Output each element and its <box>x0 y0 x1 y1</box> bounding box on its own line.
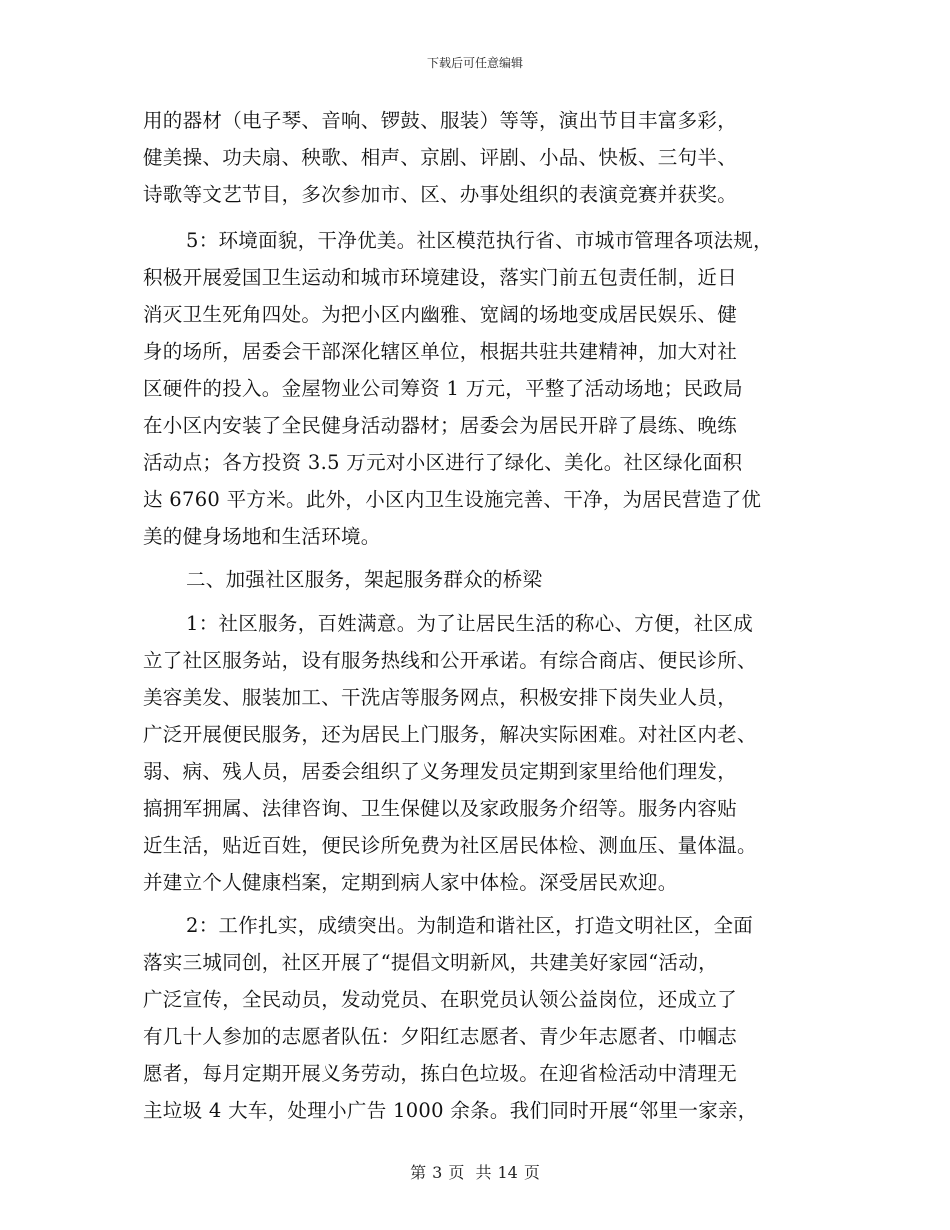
current-page-number: 3 <box>432 1163 443 1182</box>
text-line: 身的场所，居委会干部深化辖区单位，根据共驻共建精神，加大对社 <box>143 340 738 363</box>
page-footer <box>0 1160 950 1183</box>
footer-middle: 页 共 <box>448 1163 492 1182</box>
text-line: 美容美发、服装加工、干洗店等服务网点，积极安排下岗失业人员， <box>143 686 738 709</box>
section-heading: 二、加强社区服务，架起服务群众的桥梁 <box>186 568 543 591</box>
text-line: 在小区内安装了全民健身活动器材；居委会为居民开辟了晨练、晚练 <box>143 414 738 437</box>
text-line: 近生活，贴近百姓，便民诊所免费为社区居民体检、测血压、量体温。 <box>143 834 757 857</box>
text-line: 广泛宣传，全民动员，发动党员、在职党员认领公益岗位，还成立了 <box>143 988 738 1011</box>
text-line: 区硬件的投入。金屋物业公司筹资 1 万元，平整了活动场地；民政局 <box>143 377 743 400</box>
footer-prefix: 第 <box>410 1163 427 1182</box>
text-line: 活动点；各方投资 3.5 万元对小区进行了绿化、美化。社区绿化面积 <box>143 451 743 474</box>
footer-suffix: 页 <box>523 1163 540 1182</box>
text-line: 健美操、功夫扇、秧歌、相声、京剧、评剧、小品、快板、三句半、 <box>143 146 738 169</box>
page-header: 下载后可任意编辑 <box>426 56 523 70</box>
text-line: 达 6760 平方米。此外，小区内卫生设施完善、干净，为居民营造了优 <box>143 488 762 511</box>
text-line: 落实三城同创，社区开展了“提倡文明新风，共建美好家园“活动， <box>143 951 718 974</box>
paragraph-start-line: 5：环境面貌，干净优美。社区模范执行省、市城市管理各项法规， <box>186 229 773 252</box>
paragraph-start-line: 2：工作扎实，成绩突出。为制造和谐社区，打造文明社区，全面 <box>186 914 754 937</box>
text-line: 愿者，每月定期开展义务劳动，拣白色垃圾。在迎省检活动中清理无 <box>143 1062 738 1085</box>
text-line: 广泛开展便民服务，还为居民上门服务，解决实际困难。对社区内老、 <box>143 723 757 746</box>
text-line: 立了社区服务站，设有服务热线和公开承诺。有综合商店、便民诊所、 <box>143 649 757 672</box>
text-line: 用的器材（电子琴、音响、锣鼓、服装）等等，演出节目丰富多彩， <box>143 109 738 132</box>
text-line: 并建立个人健康档案，定期到病人家中体检。深受居民欢迎。 <box>143 871 678 894</box>
text-line: 诗歌等文艺节目，多次参加市、区、办事处组织的表演竞赛并获奖。 <box>143 183 738 206</box>
text-line: 积极开展爱国卫生运动和城市环境建设，落实门前五包责任制，近日 <box>143 266 738 289</box>
text-line: 弱、病、残人员，居委会组织了义务理发员定期到家里给他们理发， <box>143 760 738 783</box>
text-line: 搞拥军拥属、法律咨询、卫生保健以及家政服务介绍等。服务内容贴 <box>143 797 738 820</box>
total-page-count: 14 <box>497 1163 518 1182</box>
text-line: 主垃圾 4 大车，处理小广告 1000 余条。我们同时开展“邻里一家亲， <box>143 1099 758 1122</box>
text-line: 美的健身场地和生活环境。 <box>143 525 381 548</box>
text-line: 消灭卫生死角四处。为把小区内幽雅、宽阔的场地变成居民娱乐、健 <box>143 303 738 326</box>
text-line: 有几十人参加的志愿者队伍：夕阳红志愿者、青少年志愿者、巾帼志 <box>143 1025 738 1048</box>
paragraph-start-line: 1：社区服务，百姓满意。为了让居民生活的称心、方便，社区成 <box>186 612 754 635</box>
